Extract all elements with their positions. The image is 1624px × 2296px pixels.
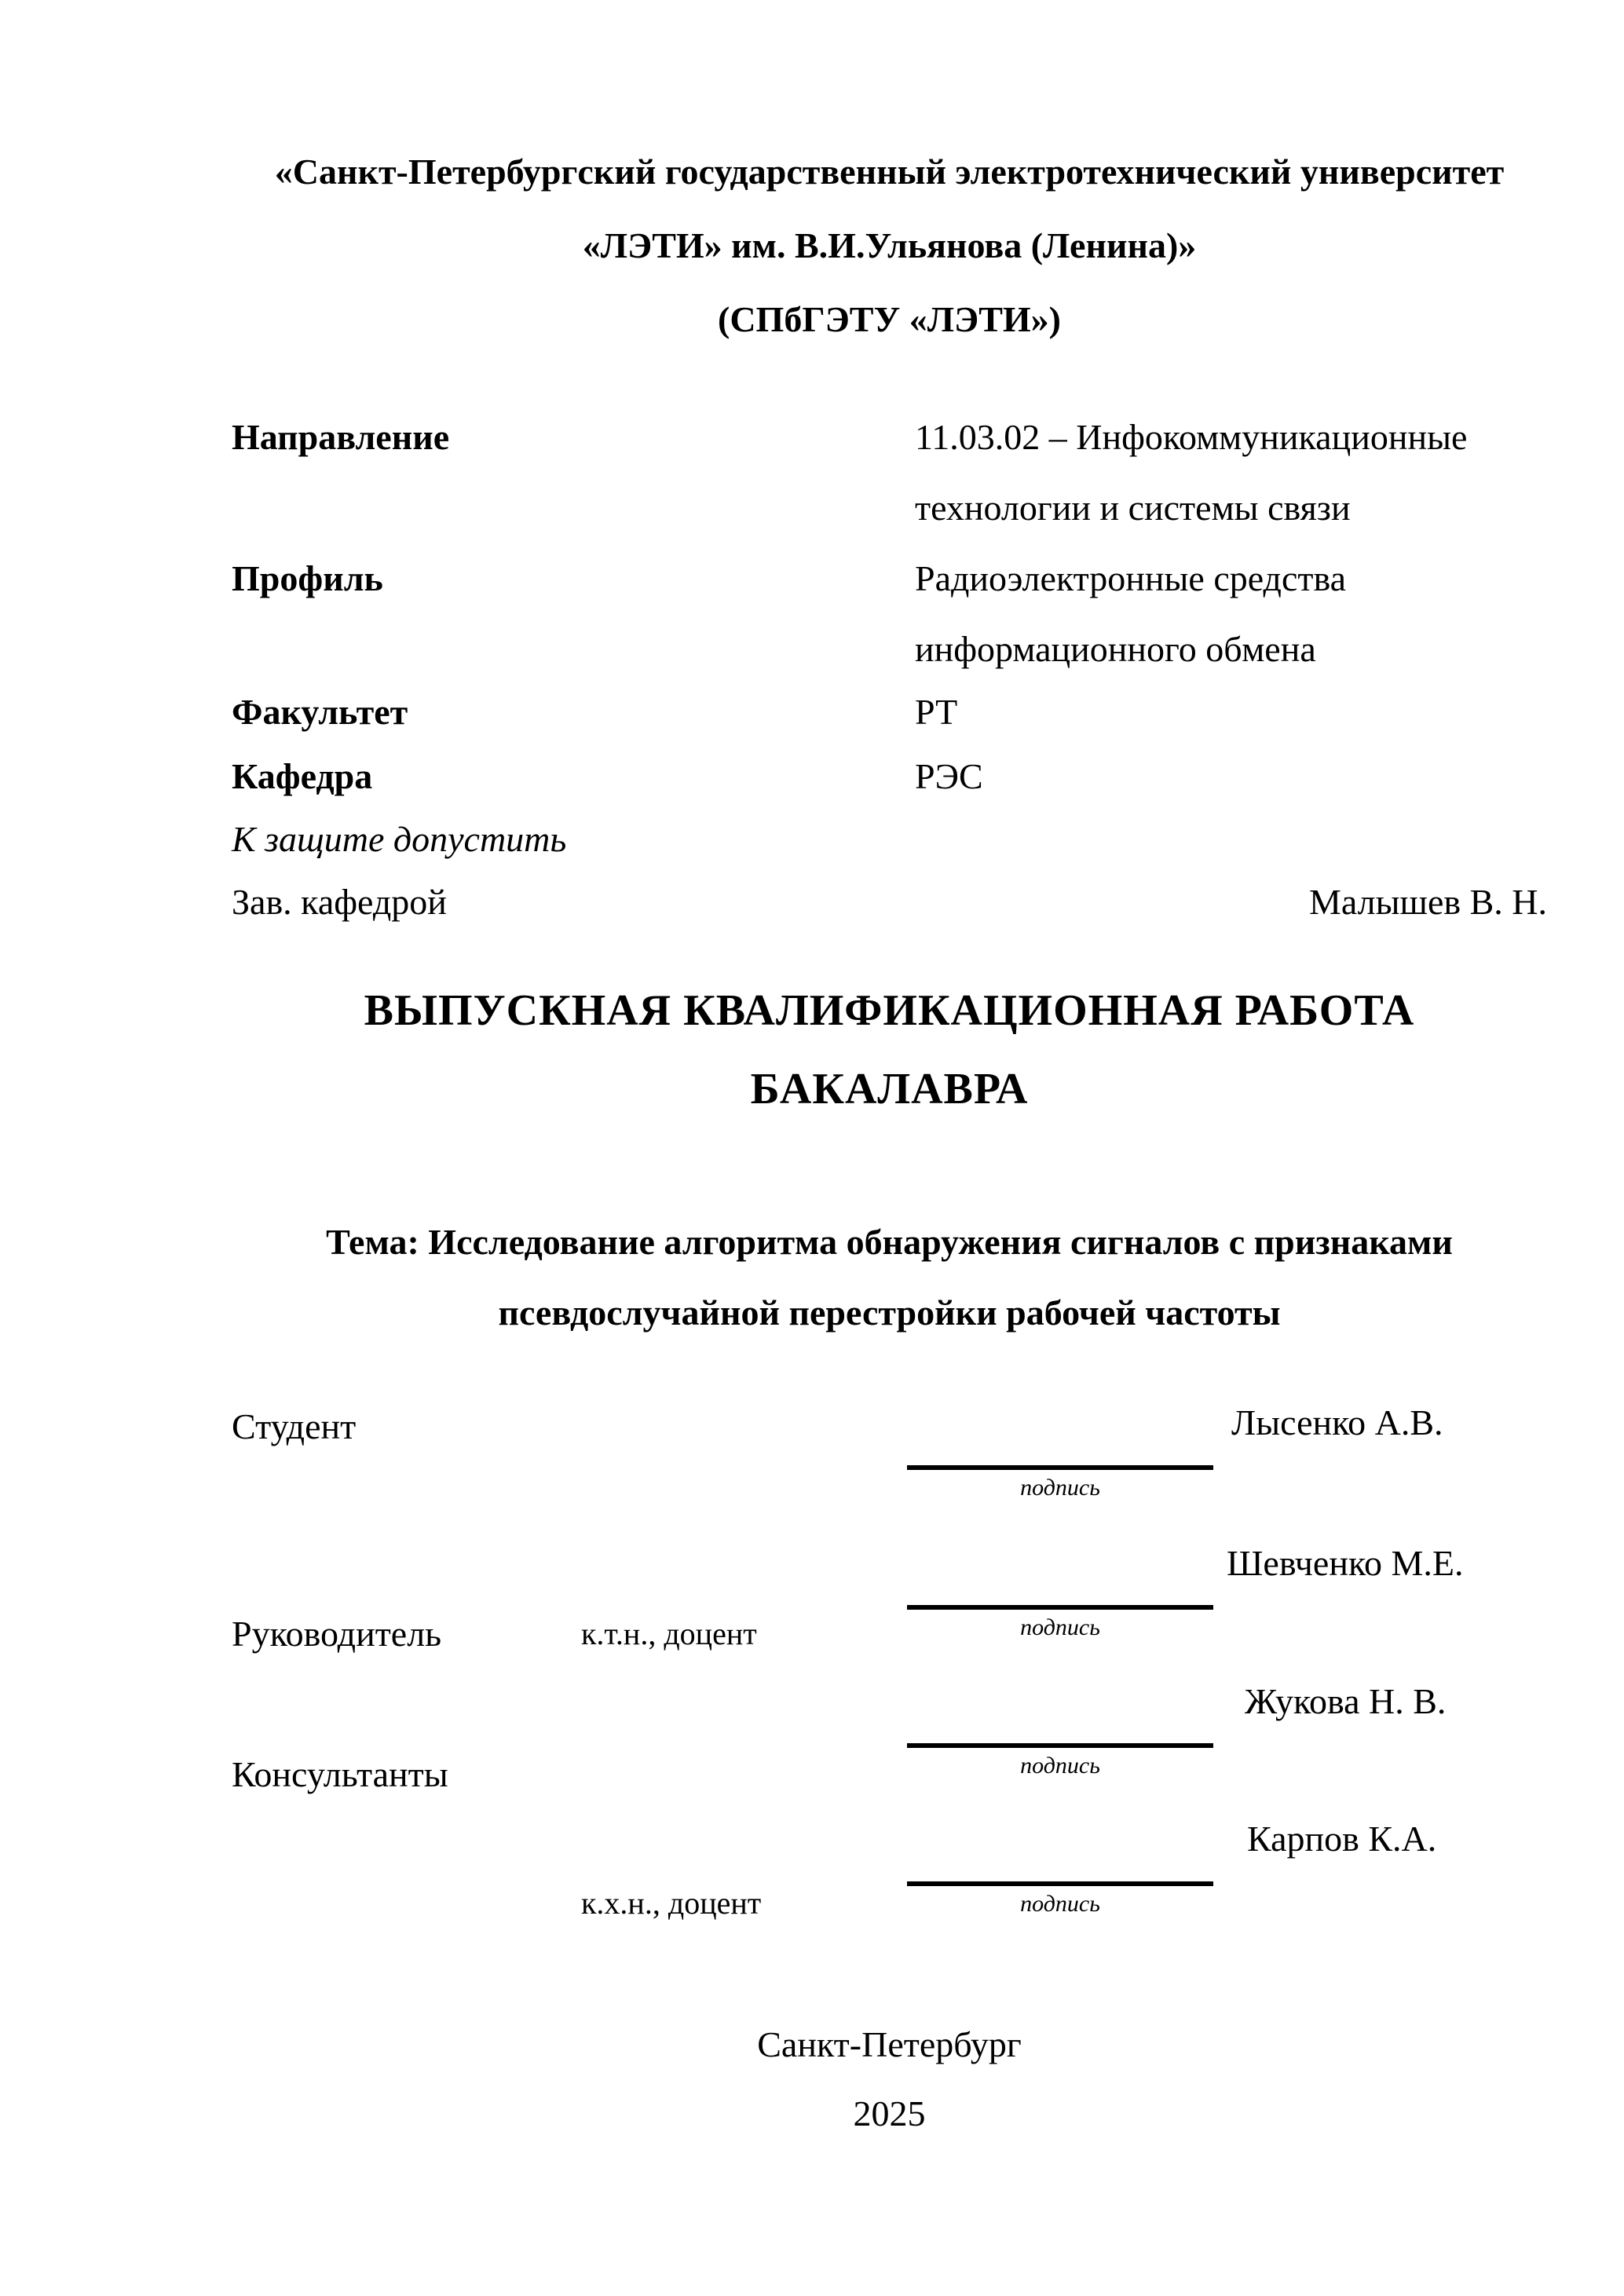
university-name-line-2: «ЛЭТИ» им. В.И.Ульянова (Ленина)» [582,225,1197,265]
university-name-line-3: (СПбГЭТУ «ЛЭТИ») [718,299,1061,339]
faculty-label: Факультет [232,692,408,732]
supervisor-name: Шевченко М.Е. [1227,1543,1464,1583]
profile-value-line-2: информационного обмена [915,629,1316,669]
consultants-label: Консультанты [232,1754,448,1794]
consultant-2-name: Карпов К.А. [1247,1819,1437,1859]
topic-line-2: псевдослучайной перестройки рабочей частоты [498,1292,1281,1333]
head-of-department-label: Зав. кафедрой [232,882,447,922]
profile-value [915,543,1346,685]
student-name: Лысенко А.В. [1231,1402,1443,1442]
supervisor-degree: к.т.н., доцент [581,1616,757,1651]
consultant-1-name: Жукова Н. В. [1245,1681,1447,1721]
head-of-department-name: Малышев В. Н. [1308,882,1547,922]
student-label: Студент [232,1406,357,1446]
student-signature-caption: подпись [1020,1475,1100,1501]
direction-value-line-2: технологии и системы связи [915,488,1351,528]
supervisor-signature-caption: подпись [1020,1614,1100,1640]
faculty-value: РТ [915,692,958,732]
department-value: РЭС [915,756,983,796]
supervisor-signature-line [907,1605,1213,1610]
topic [232,1207,1547,1348]
consultant-2-signature-caption: подпись [1020,1891,1100,1917]
direction-value [915,402,1467,543]
consultant-1-signature-line [907,1743,1213,1748]
profile-value-line-1: Радиоэлектронные средства [915,558,1347,598]
admission-note: К защите допустить [232,819,567,859]
consultant-1-signature-caption: подпись [1020,1753,1100,1779]
student-signature-line [907,1465,1213,1470]
profile-label: Профиль [232,558,383,598]
department-label: Кафедра [232,756,373,796]
work-title [232,971,1547,1128]
university-name-line-1: «Санкт-Петербургский государственный электротехнический университет [274,152,1505,192]
topic-line-1: Тема: Исследование алгоритма обнаружения сигналов с признаками [326,1222,1453,1262]
university-header [232,135,1547,356]
direction-value-line-1: 11.03.02 – Инфокоммуникационные [915,417,1468,457]
direction-label: Направление [232,417,450,457]
work-title-line-1: ВЫПУСКНАЯ КВАЛИФИКАЦИОННАЯ РАБОТА [364,986,1415,1035]
work-title-line-2: БАКАЛАВРА [750,1065,1029,1113]
consultant-2-degree: к.х.н., доцент [581,1885,762,1921]
city: Санкт-Петербург [757,2024,1022,2064]
supervisor-label: Руководитель [232,1614,442,1654]
consultant-2-signature-line [907,1881,1213,1886]
year: 2025 [853,2093,926,2133]
